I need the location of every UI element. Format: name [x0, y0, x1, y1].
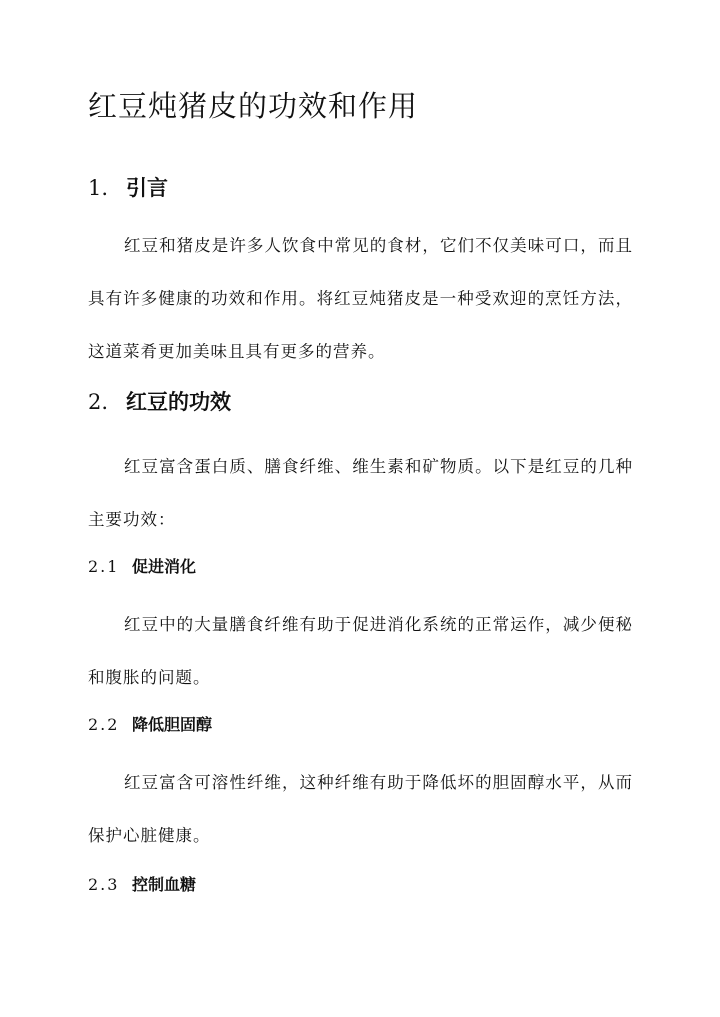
- subsection-title: 控制血糖: [132, 875, 197, 894]
- subsection-number: 2.3: [88, 875, 120, 894]
- subsection-heading-digestion: [88, 555, 196, 579]
- section-number: 2.: [88, 390, 109, 414]
- subsection-number: 2.2: [88, 715, 120, 734]
- paragraph-digestion: 红豆中的大量膳食纤维有助于促进消化系统的正常运作，减少便秘和腹胀的问题。: [88, 615, 633, 687]
- section-number: 1.: [88, 176, 109, 200]
- section-heading-red-bean-benefits: [88, 387, 231, 417]
- paragraph-intro: 红豆和猪皮是许多人饮食中常见的食材，它们不仅美味可口，而且具有许多健康的功效和作用。将红豆炖猪皮是一种受欢迎的烹饪方法，这道菜肴更加美味且具有更多的营养。: [88, 236, 633, 361]
- subsection-title: 促进消化: [132, 557, 197, 576]
- subsection-heading-blood-sugar: [88, 873, 196, 897]
- section-heading-intro: [88, 173, 168, 203]
- paragraph-red-bean-benefits: 红豆富含蛋白质、膳食纤维、维生素和矿物质。以下是红豆的几种主要功效：: [88, 457, 633, 529]
- section-title: 红豆的功效: [126, 389, 231, 414]
- subsection-heading-cholesterol: [88, 713, 212, 737]
- subsection-title: 降低胆固醇: [132, 715, 213, 734]
- document-title: 红豆炖猪皮的功效和作用: [88, 89, 419, 123]
- subsection-number: 2.1: [88, 557, 120, 576]
- section-title: 引言: [126, 175, 168, 200]
- paragraph-cholesterol: 红豆富含可溶性纤维，这种纤维有助于降低坏的胆固醇水平，从而保护心脏健康。: [88, 773, 633, 845]
